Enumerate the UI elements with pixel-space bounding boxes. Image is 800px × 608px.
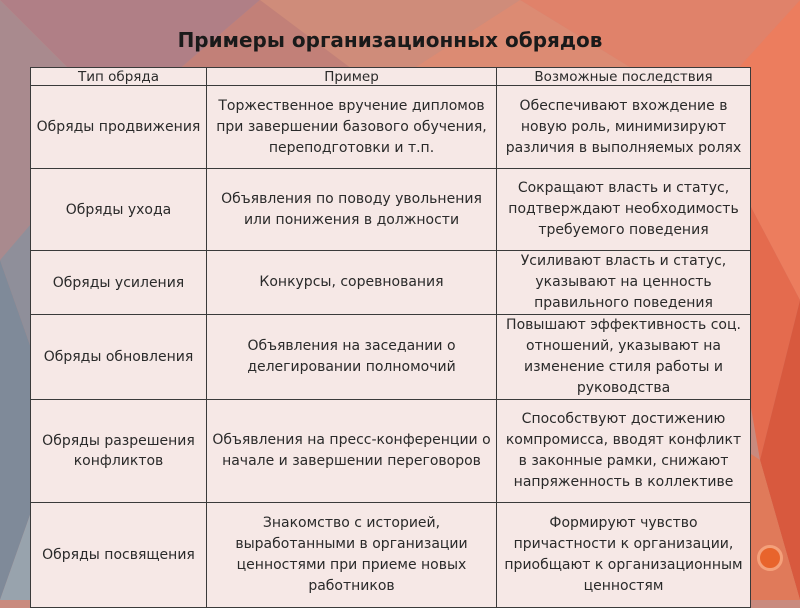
rite-type-cell: Обряды усиления — [31, 251, 207, 315]
column-header-type: Тип обряда — [31, 68, 207, 86]
table-row — [31, 86, 751, 169]
rite-consequences-cell: Способствуют достижению компромисса, вводят конфликт в законные рамки, снижают напряженность в коллективе — [497, 400, 751, 503]
table-row — [31, 169, 751, 251]
rite-type-cell: Обряды обновления — [31, 315, 207, 400]
rite-example-cell: Объявления по поводу увольнения или понижения в должности — [207, 169, 497, 251]
rite-example-cell: Объявления на заседании о делегировании полномочий — [207, 315, 497, 400]
rite-type-cell: Обряды разрешения конфликтов — [31, 400, 207, 503]
rites-table — [30, 67, 751, 608]
table-row — [31, 251, 751, 315]
column-header-consequences: Возможные последствия — [497, 68, 751, 86]
rite-consequences-cell: Обеспечивают вхождение в новую роль, минимизируют различия в выполняемых ролях — [497, 86, 751, 169]
rite-example-cell: Объявления на пресс-конференции о начале и завершении переговоров — [207, 400, 497, 503]
decorative-circle-icon — [757, 545, 783, 571]
table-row — [31, 503, 751, 608]
rite-example-cell: Конкурсы, соревнования — [207, 251, 497, 315]
rite-example-cell: Знакомство с историей, выработанными в организации ценностями при приеме новых работников — [207, 503, 497, 608]
slide-title: Примеры организационных обрядов — [177, 28, 603, 52]
table-header-row — [31, 68, 751, 86]
rite-type-cell: Обряды продвижения — [31, 86, 207, 169]
column-header-example: Пример — [207, 68, 497, 86]
rite-example-cell: Торжественное вручение дипломов при завершении базового обучения, переподготовки и т.п. — [207, 86, 497, 169]
rite-type-cell: Обряды посвящения — [31, 503, 207, 608]
table-row — [31, 400, 751, 503]
table-row — [31, 315, 751, 400]
rite-consequences-cell: Повышают эффективность соц. отношений, указывают на изменение стиля работы и руководства — [497, 315, 751, 400]
rite-consequences-cell: Сокращают власть и статус, подтверждают необходимость требуемого поведения — [497, 169, 751, 251]
rite-type-cell: Обряды ухода — [31, 169, 207, 251]
rite-consequences-cell: Усиливают власть и статус, указывают на ценность правильного поведения — [497, 251, 751, 315]
rite-consequences-cell: Формируют чувство причастности к организации, приобщают к организационным ценностям — [497, 503, 751, 608]
